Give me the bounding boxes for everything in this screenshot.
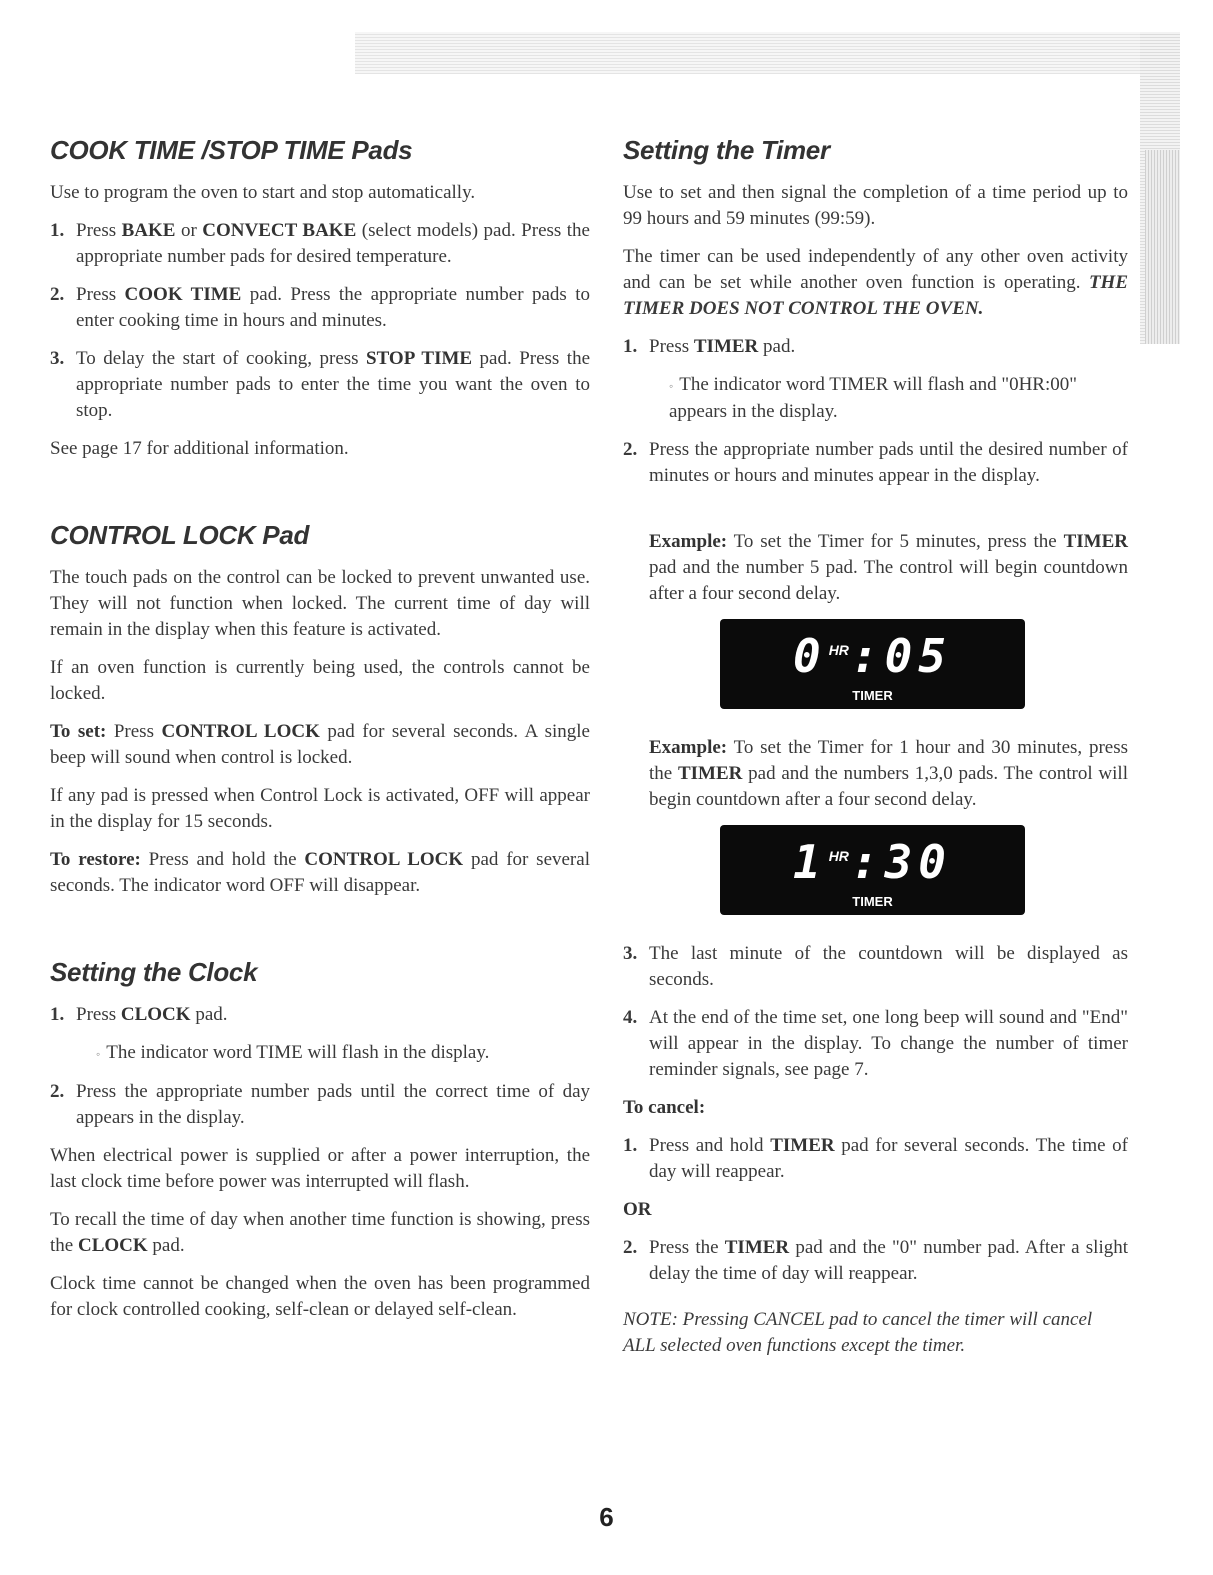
control-lock-heading: CONTROL LOCK Pad — [50, 520, 310, 550]
right-column — [623, 135, 1128, 1359]
clock-bullet: ◦ The indicator word TIME will flash in the display. — [96, 1042, 490, 1063]
control-lock-p1: The touch pads on the control can be locked to prevent unwanted use. They will not function when locked. The current time of day will remain in the display when this feature is activated. — [50, 567, 590, 640]
timer-cancel-1: 1. Press and hold TIMER pad for several seconds. The time of day will reappear. — [623, 1134, 1128, 1182]
timer-example-2: Example: To set the Timer for 1 hour and 30 minutes, press the TIMER pad and the numbers 1,3,0 pads. The control will begin countdown after a four second delay. — [649, 736, 1128, 810]
cook-stop-intro: Use to program the oven to start and stop automatically. — [50, 182, 476, 203]
cook-stop-see-page: See page 17 for additional information. — [50, 438, 349, 459]
timer-note: NOTE: Pressing CANCEL pad to cancel the timer will cancel ALL selected oven functions except the timer. — [623, 1308, 1093, 1356]
left-column — [50, 135, 590, 1335]
timer-p1: Use to set and then signal the completion of a time period up to 99 hours and 59 minutes (99:59). — [623, 182, 1128, 229]
header-band — [355, 32, 1180, 74]
timer-bullet: ◦ The indicator word TIMER will flash and "0HR:00" appears in the display. — [669, 374, 1078, 422]
timer-step-1: 1. Press TIMER pad. — [623, 336, 796, 357]
timer-heading: Setting the Timer — [623, 135, 830, 165]
control-lock-set: To set: Press CONTROL LOCK pad for several seconds. A single beep will sound when control is locked. — [50, 721, 590, 768]
timer-display-1hr30: 1 $^{HR}$:30 TIMER — [720, 825, 1025, 915]
clock-heading: Setting the Clock — [50, 957, 258, 987]
cook-stop-step-3: 3. To delay the start of cooking, press STOP TIME pad. Press the appropriate number pads to enter the time you want the oven to stop. — [50, 348, 591, 421]
control-lock-p3: If any pad is pressed when Control Lock is activated, OFF will appear in the display for 15 seconds. — [50, 785, 590, 832]
control-lock-restore: To restore: Press and hold the CONTROL LOCK pad for several seconds. The indicator word OFF will disappear. — [50, 849, 590, 896]
cook-stop-heading: COOK TIME /STOP TIME Pads — [50, 135, 413, 165]
page-number: 6 — [599, 1502, 614, 1532]
timer-or: OR — [623, 1198, 652, 1220]
clock-p3: Clock time cannot be changed when the oven has been programmed for clock controlled cooking, self-clean or delayed self-clean. — [50, 1272, 590, 1320]
clock-step-2: 2. Press the appropriate number pads until the correct time of day appears in the display. — [50, 1080, 590, 1128]
bullet-icon: ◦ — [669, 378, 674, 393]
cook-stop-step-1: 1. Press BAKE or CONVECT BAKE (select models) pad. Press the appropriate number pads for desired temperature. — [50, 220, 590, 267]
cook-stop-step-2: 2. Press COOK TIME pad. Press the appropriate number pads to enter cooking time in hours and minutes. — [50, 284, 590, 331]
side-tab-marker — [1145, 150, 1180, 344]
timer-cancel-label: To cancel: — [623, 1096, 706, 1118]
clock-p2: To recall the time of day when another time function is showing, press the CLOCK pad. — [50, 1208, 590, 1256]
timer-step-3: 3. The last minute of the countdown will be displayed as seconds. — [623, 942, 1128, 990]
timer-step-2: 2. Press the appropriate number pads until the desired number of minutes or hours and minutes appear in the display. — [623, 438, 1128, 486]
timer-p2: The timer can be used independently of any other oven activity and can be set while another oven function is operating. THE TIMER DOES NOT CONTROL THE OVEN. — [623, 246, 1128, 319]
clock-p1: When electrical power is supplied or after a power interruption, the last clock time before power was interrupted will flash. — [50, 1144, 590, 1192]
timer-example-1: Example: To set the Timer for 5 minutes, press the TIMER pad and the number 5 pad. The control will begin countdown after a four second delay. — [649, 530, 1128, 604]
bullet-icon: ◦ — [96, 1046, 101, 1061]
timer-display-5min: 0 $^{HR}$:05 TIMER — [720, 619, 1025, 709]
timer-step-4: 4. At the end of the time set, one long beep will sound and "End" will appear in the display. To change the number of timer reminder signals, see page 7. — [623, 1006, 1128, 1080]
timer-cancel-2: 2. Press the TIMER pad and the "0" number pad. After a slight delay the time of day will reappear. — [623, 1236, 1129, 1284]
clock-step-1: 1. Press CLOCK pad. — [50, 1004, 228, 1025]
control-lock-p2: If an oven function is currently being used, the controls cannot be locked. — [50, 657, 590, 704]
